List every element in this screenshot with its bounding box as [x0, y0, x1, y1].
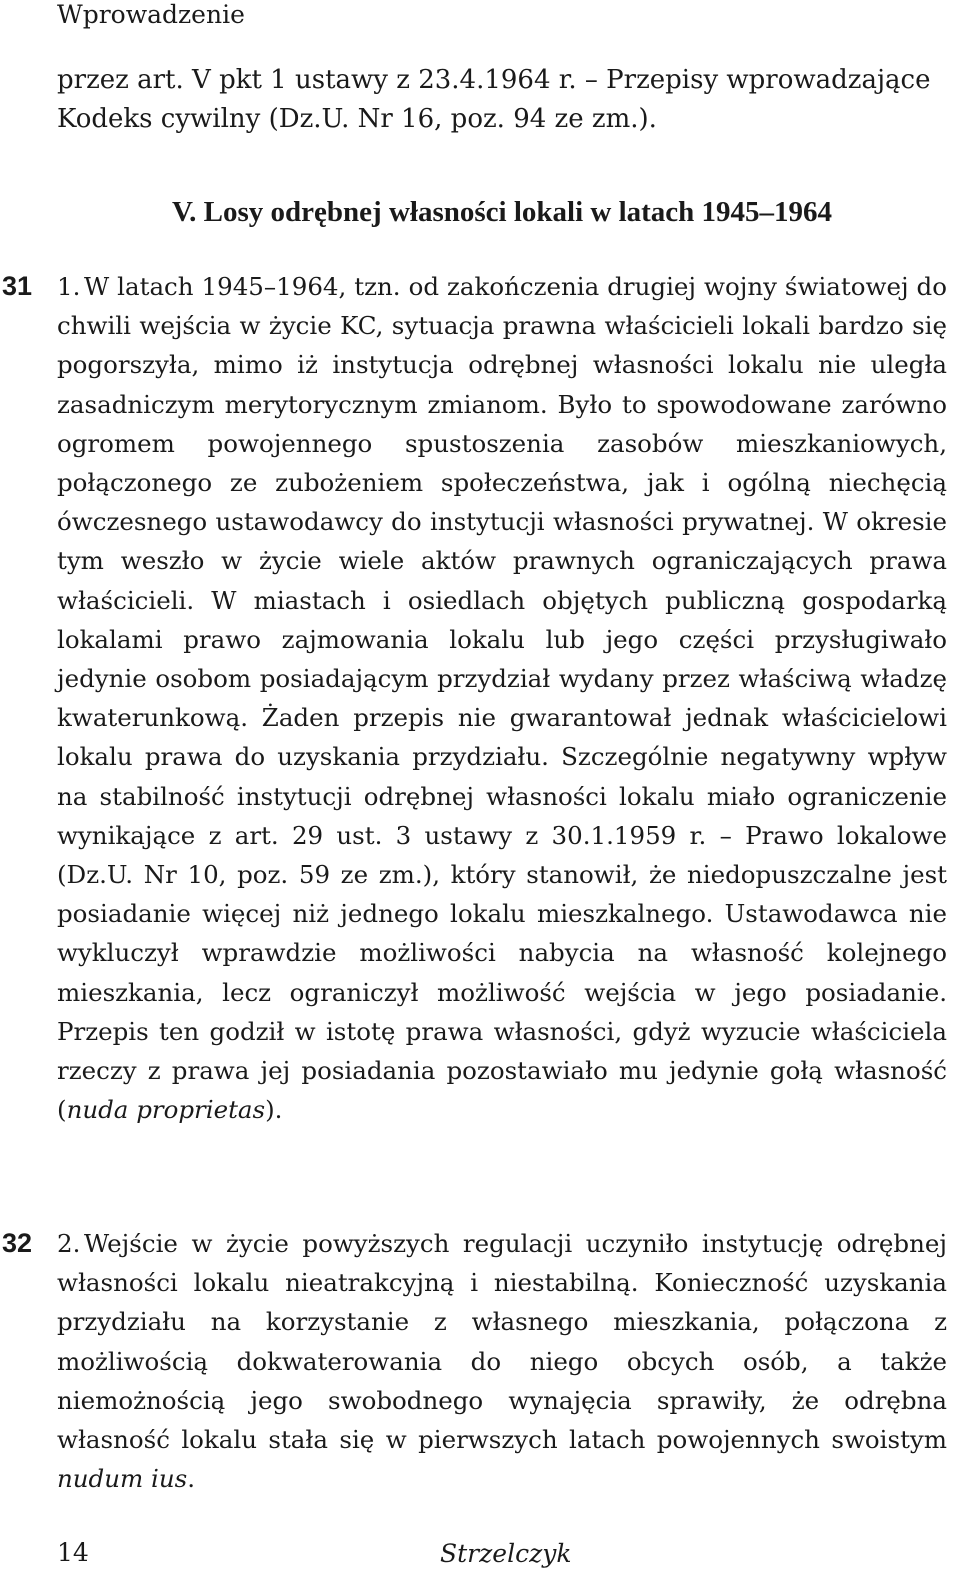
paragraph-tail: .: [187, 1464, 196, 1494]
page-number: 14: [57, 1538, 89, 1567]
marginal-number: 31: [2, 271, 33, 301]
intro-text: przez art. V pkt 1 ustawy z 23.4.1964 r. – Przepisy wprowadzające Kodeks cywilny (Dz.U. Nr 16, poz. 94 ze zm.).: [57, 65, 931, 135]
paragraph-emphasis: nudum ius: [57, 1464, 188, 1494]
paragraph-tail: ).: [265, 1095, 283, 1125]
paragraph-emphasis: nuda proprietas: [66, 1095, 266, 1125]
paragraph-lead-number: 2.: [57, 1229, 81, 1258]
paragraph: [57, 267, 947, 1129]
footer-author: Strzelczyk: [440, 1539, 572, 1568]
marginal-number: 32: [2, 1228, 33, 1258]
section-title: V. Losy odrębnej własności lokali w latach 1945–1964: [171, 196, 833, 228]
paragraph-text: Wejście w życie powyższych regulacji uczyniło instytucję odrębnej własności lokalu nieatrakcyjną i niestabilną. Konieczność uzyskania przydziału na korzystanie z własnego mieszkania, połączona z możliwością dokwaterowania do niego obcych osób, a także niemożnością jego swobodnego wynajęcia sprawiły, że odrębna własność lokalu stała się w pierwszych latach powojennych swoistym: [57, 1229, 947, 1455]
paragraph-text: W latach 1945–1964, tzn. od zakończenia drugiej wojny światowej do chwili wejścia w życie KC, sytuacja prawna właścicieli lokali bardzo się pogorszyła, mimo iż instytucja odrębnej własności lokalu nie uległa zasadniczym merytorycznym zmianom. Było to spowodowane zarówno ogromem powojennego spustoszenia zasobów mieszkaniowych, połączonego ze zubożeniem społeczeństwa, jak i ogólną niechęcią ówczesnego ustawodawcy do instytucji własności prywatnej. W okresie tym weszło w życie wiele aktów prawnych ograniczających prawa właścicieli. W miastach i osiedlach objętych publiczną gospodarką lokalami prawo zajmowania lokalu lub jego części przysługiwało jedynie osobom posiadającym przydział wydany przez właściwą władzę kwaterunkową. Żaden przepis nie gwarantował jednak właścicielowi lokalu prawa do uzyskania przydziału. Szczególnie negatywny wpływ na stabilność instytucji odrębnej własności lokalu miało ograniczenie wynikające z art. 29 ust. 3 ustawy z 30.1.1959 r. – Prawo lokalowe (Dz.U. Nr 10, poz. 59 ze zm.), który stanowił, że niedopuszczalne jest posiadanie więcej niż jednego lokalu mieszkalnego. Ustawodawca nie wykluczył wprawdzie możliwości nabycia na własność kolejnego mieszkania, lecz ograniczył możliwość wejścia w jego posiadanie. Przepis ten godził w istotę prawa własności, gdyż wyzucie właściciela rzeczy z prawa jej posiadania pozostawiało mu jedynie gołą własność (: [57, 272, 947, 1125]
paragraph: [57, 1224, 947, 1498]
running-header: Wprowadzenie: [57, 0, 245, 29]
paragraph-lead-number: 1.: [57, 272, 81, 301]
